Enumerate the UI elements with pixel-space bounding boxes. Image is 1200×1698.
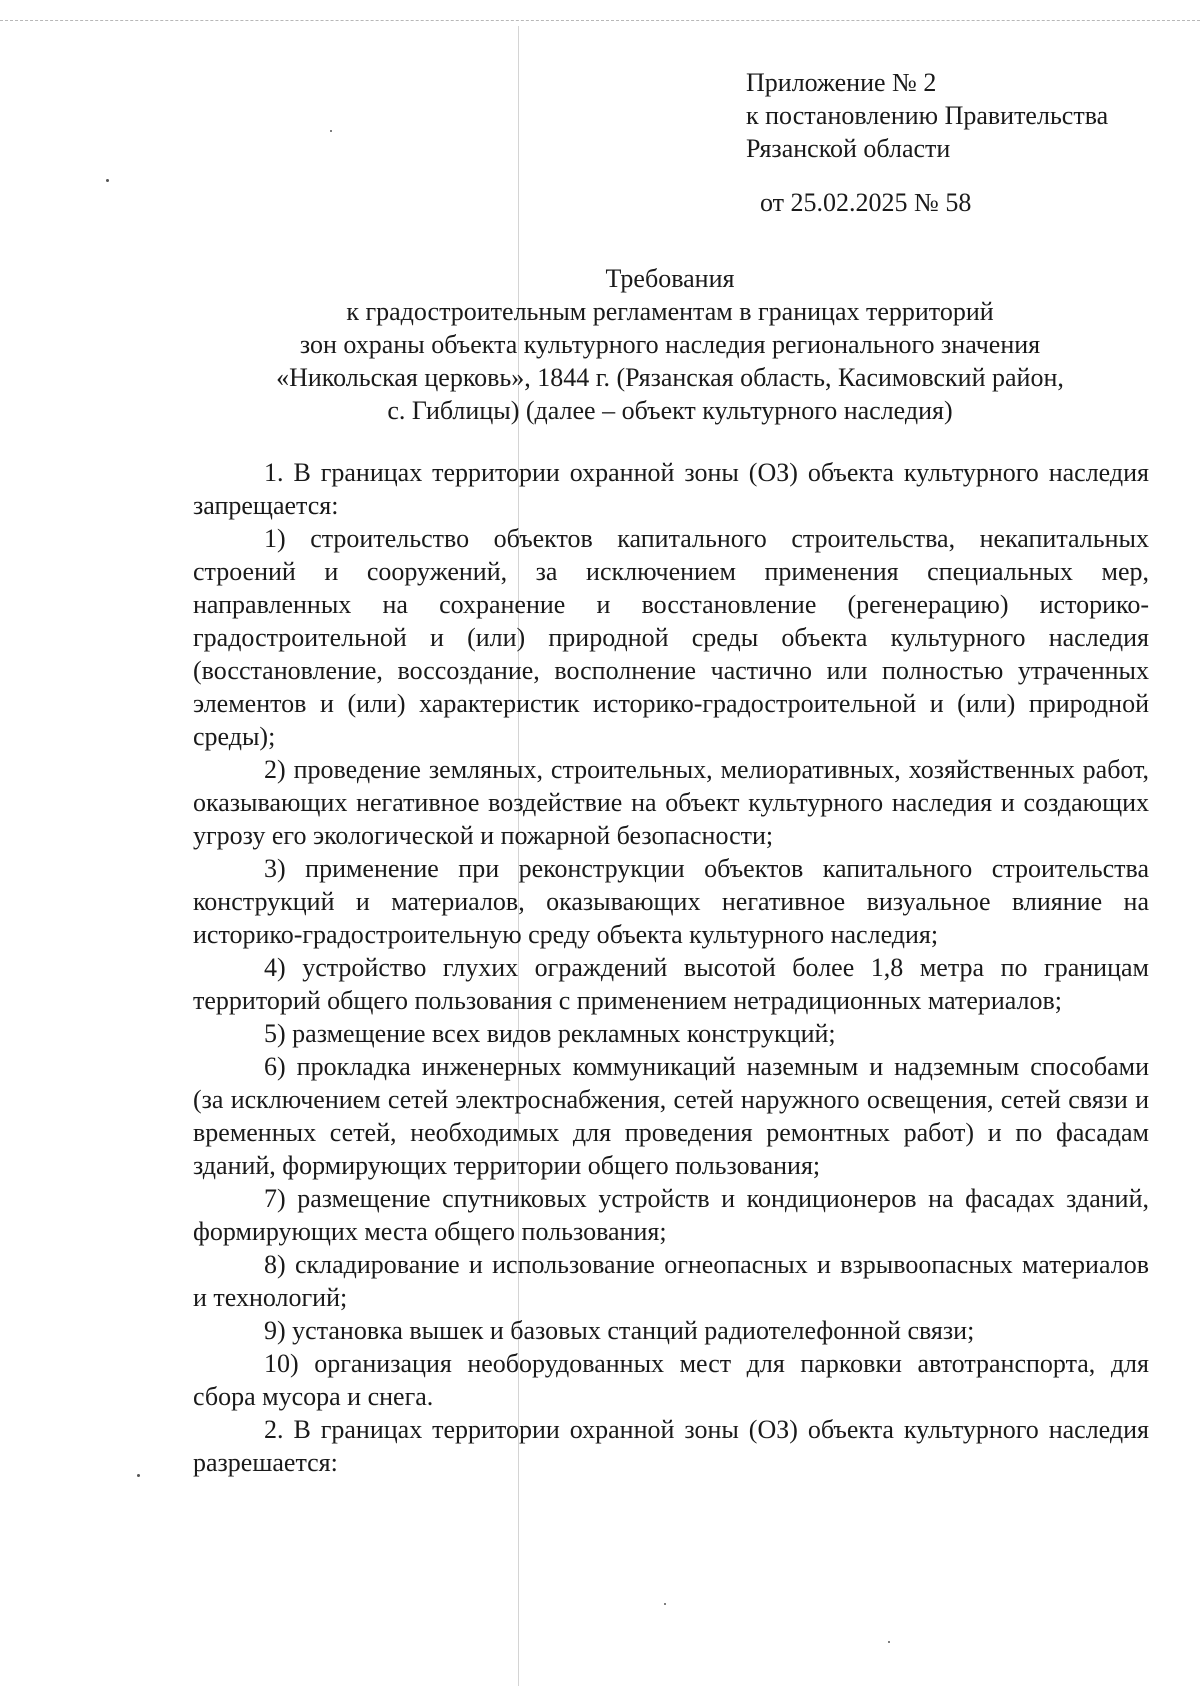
list-item: 8) складирование и использование огнеопасных и взрывоопасных материалов и технологий; [193,1250,1149,1312]
list-item: 10) организация необорудованных мест для парковки автотранспорта, для сбора мусора и снега. [193,1349,1149,1411]
scan-top-edge [0,20,1200,21]
scan-speck [330,130,332,132]
list-item: 6) прокладка инженерных коммуникаций наземным и надземным способами (за исключением сетей электроснабжения, сетей наружного освещения, сетей связи и временных сетей, необходимых для проведения ремонтных работ) и по фасадам зданий, формирующих территории общего пользования; [193,1052,1149,1180]
document-body [193,456,1149,1479]
appendix-region: Рязанской области [746,134,951,163]
appendix-reference: к постановлению Правительства [746,101,1109,130]
list-item: 1) строительство объектов капитального строительства, некапитальных строений и сооружений, за исключением применения специальных мер, направленных на сохранение и восстановление (регенерацию) историко-градостроительной и (или) природной среды объекта культурного наследия (восстановление, воссоздание, восполнение частично или полностью утраченных элементов и (или) характеристик историко-градостроительной и (или) природной среды); [193,524,1149,751]
title-line: «Никольская церковь», 1844 г. (Рязанская область, Касимовский район, [276,363,1064,392]
list-item: 9) установка вышек и базовых станций радиотелефонной связи; [264,1316,975,1345]
document-title [170,262,1170,427]
list-item: 3) применение при реконструкции объектов капитального строительства конструкций и материалов, оказывающих негативное визуальное влияние на историко-градостроительную среду объекта культурного наследия; [193,854,1149,949]
scan-speck [106,179,109,182]
scan-speck [664,1603,666,1605]
title-line: к градостроительным регламентам в границах территорий [346,297,994,326]
list-item: 4) устройство глухих ограждений высотой более 1,8 метра по границам территорий общего пользования с применением нетрадиционных материалов; [193,953,1149,1015]
appendix-date: от 25.02.2025 № 58 [760,188,972,217]
section-1-heading: 1. В границах территории охранной зоны (ОЗ) объекта культурного наследия запрещается: [193,458,1149,520]
title-line: с. Гиблицы) (далее – объект культурного наследия) [387,396,953,425]
list-item: 2) проведение земляных, строительных, мелиоративных, хозяйственных работ, оказывающих негативное воздействие на объект культурного наследия и создающих угрозу его экологической и пожарной безопасности; [193,755,1149,850]
appendix-header [746,66,1108,219]
title-line: Требования [605,264,735,293]
section-2-heading: 2. В границах территории охранной зоны (ОЗ) объекта культурного наследия разрешается: [193,1415,1149,1477]
scan-speck [888,1641,890,1643]
title-line: зон охраны объекта культурного наследия регионального значения [299,330,1041,359]
list-item: 7) размещение спутниковых устройств и кондиционеров на фасадах зданий, формирующих места общего пользования; [193,1184,1149,1246]
scan-speck [137,1474,140,1477]
list-item: 5) размещение всех видов рекламных конструкций; [264,1019,836,1048]
appendix-number: Приложение № 2 [746,68,937,97]
